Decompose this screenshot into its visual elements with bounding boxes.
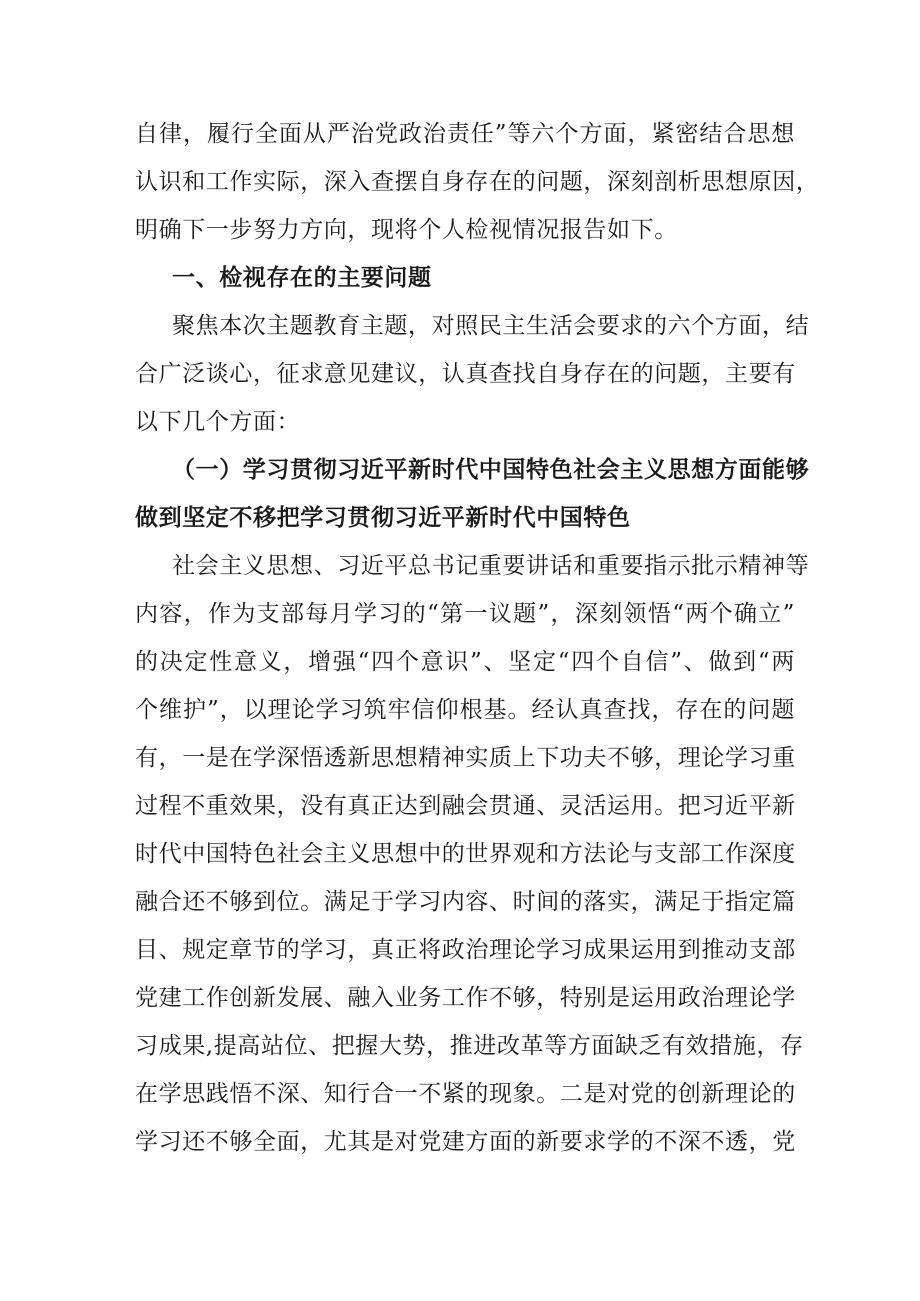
section-heading: 一、检视存在的主要问题	[172, 264, 432, 291]
text-line: 明确下一步努力方向，现将个人检视情况报告如下。	[135, 217, 678, 243]
subsection-heading: （一）学习贯彻习近平新时代中国特色社会主义思想方面能够	[172, 456, 810, 483]
text-line: 内容，作为支部每月学习的“第一议题”，深刻领悟“两个确立”	[135, 601, 795, 627]
text-line: 党建工作创新发展、融入业务工作不够，特别是运用政治理论学	[135, 985, 796, 1011]
subsection-heading: 做到坚定不移把学习贯彻习近平新时代中国特色	[135, 504, 631, 531]
text-line: 的决定性意义，增强“四个意识”、坚定“四个自信”、做到“两	[135, 649, 795, 675]
text-line: 个维护”，以理论学习筑牢信仰根基。经认真查找，存在的问题	[135, 697, 795, 723]
text-line: 以下几个方面：	[135, 409, 301, 435]
text-line: 有，一是在学深悟透新思想精神实质上下功夫不够，理论学习重	[135, 745, 796, 771]
text-line: 自律，履行全面从严治党政治责任”等六个方面，紧密结合思想	[135, 121, 795, 147]
text-line: 融合还不够到位。满足于学习内容、时间的落实，满足于指定篇	[135, 889, 796, 915]
text-line: 合广泛谈心，征求意见建议，认真查找自身存在的问题，主要有	[135, 361, 796, 387]
text-line: 社会主义思想、习近平总书记重要讲话和重要指示批示精神等	[172, 553, 810, 579]
text-line: 聚焦本次主题教育主题，对照民主生活会要求的六个方面，结	[172, 313, 810, 339]
text-line: 学习还不够全面，尤其是对党建方面的新要求学的不深不透，党	[135, 1129, 796, 1155]
text-line: 认识和工作实际，深入查摆自身存在的问题，深刻剖析思想原因，	[135, 169, 820, 195]
text-line: 目、规定章节的学习，真正将政治理论学习成果运用到推动支部	[135, 937, 796, 963]
text-line: 在学思践悟不深、知行合一不紧的现象。二是对党的创新理论的	[135, 1081, 796, 1107]
text-line: 习成果,提高站位、把握大势，推进改革等方面缺乏有效措施，存	[135, 1033, 804, 1059]
text-line: 时代中国特色社会主义思想中的世界观和方法论与支部工作深度	[135, 841, 796, 867]
text-line: 过程不重效果，没有真正达到融会贯通、灵活运用。把习近平新	[135, 793, 796, 819]
